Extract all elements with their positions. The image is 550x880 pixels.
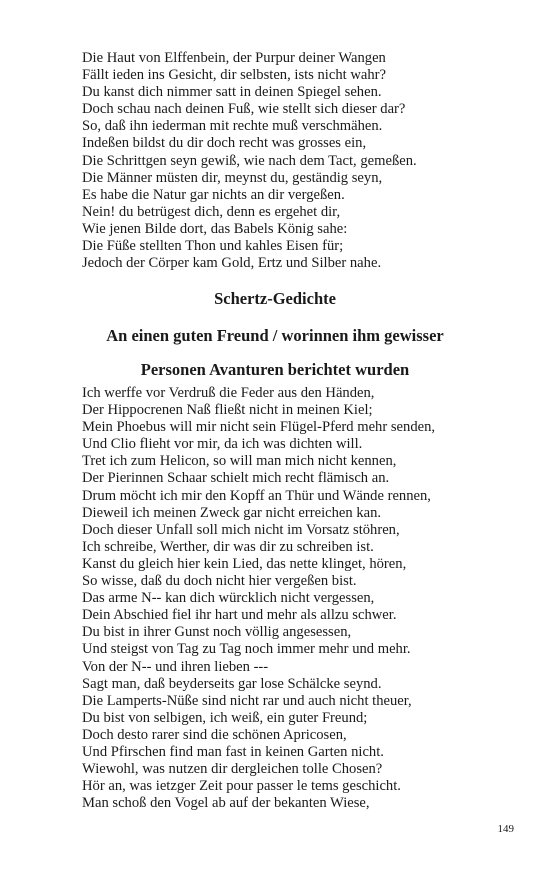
verse-line: So wisse, daß du doch nicht hier vergeßen bist.	[82, 573, 357, 590]
verse-line: Wie jenen Bilde dort, das Babels König sahe:	[82, 220, 348, 237]
verse-line: Dieweil ich meinen Zweck gar nicht erreichen kan.	[82, 504, 382, 521]
verse-line: Ich werffe vor Verdruß die Feder aus den Händen,	[82, 385, 375, 401]
verse-line: Dein Abschied fiel ihr hart und mehr als allzu schwer.	[82, 607, 397, 624]
verse-line: So, daß ihn iederman mit rechte muß verschmähen.	[82, 118, 383, 135]
verse-line: Die Haut von Elffenbein, der Purpur deiner Wangen	[82, 50, 386, 66]
poem-title-line-1: An einen guten Freund / worinnen ihm gewisser	[106, 326, 444, 345]
verse-line: Tret ich zum Helicon, so will man mich nicht kennen,	[82, 453, 397, 470]
verse-line: Du kanst dich nimmer satt in deinen Spiegel sehen.	[82, 84, 382, 101]
verse-line: Sagt man, daß beyderseits gar lose Schälcke seynd.	[82, 675, 382, 692]
poem-stanza-top	[82, 50, 522, 272]
verse-line: Mein Phoebus will mir nicht sein Flügel-Pferd mehr senden,	[82, 419, 436, 436]
verse-line: Wiewohl, was nutzen dir dergleichen tolle Chosen?	[82, 761, 383, 778]
verse-line: Indeßen bildst du dir doch recht was grosses ein,	[82, 135, 367, 152]
verse-line: Kanst du gleich hier kein Lied, das nette klinget, hören,	[82, 555, 407, 572]
verse-line: Und Clio flieht vor mir, da ich was dichten will.	[82, 436, 363, 453]
verse-line: Hör an, was ietzger Zeit pour passer le tems geschicht.	[82, 778, 401, 795]
page-number: 149	[497, 823, 514, 835]
verse-line: Von der N-- und ihren lieben ---	[82, 658, 269, 675]
poem-body	[82, 385, 522, 812]
verse-line: Drum möcht ich mir den Kopff an Thür und Wände rennen,	[82, 487, 431, 504]
verse-line: Du bist in ihrer Gunst noch völlig angesessen,	[82, 624, 352, 641]
verse-line: Doch dieser Unfall soll mich nicht im Vorsatz stöhren,	[82, 521, 400, 538]
verse-line: Die Füße stellten Thon und kahles Eisen für;	[82, 238, 344, 255]
verse-line: Die Lamperts-Nüße sind nicht rar und auch nicht theuer,	[82, 692, 412, 709]
verse-line: Man schoß den Vogel ab auf der bekanten Wiese,	[82, 795, 370, 812]
verse-line: Doch schau nach deinen Fuß, wie stellt sich dieser dar?	[82, 101, 406, 118]
verse-line: Ich schreibe, Werther, dir was dir zu schreiben ist.	[82, 538, 374, 555]
verse-line: Du bist von selbigen, ich weiß, ein guter Freund;	[82, 709, 368, 726]
verse-line: Die Schrittgen seyn gewiß, wie nach dem Tact, gemeßen.	[82, 152, 417, 169]
poem-title-line-2: Personen Avanturen berichtet wurden	[140, 360, 410, 379]
verse-line: Jedoch der Cörper kam Gold, Ertz und Silber nahe.	[82, 255, 382, 272]
verse-line: Es habe die Natur gar nichts an dir vergeßen.	[82, 186, 345, 203]
verse-line: Doch desto rarer sind die schönen Apricosen,	[82, 726, 347, 743]
verse-line: Fällt ieden ins Gesicht, dir selbsten, ists nicht wahr?	[82, 67, 386, 84]
verse-line: Nein! du betrügest dich, denn es ergehet dir,	[82, 203, 341, 220]
verse-line: Und steigst von Tag zu Tag noch immer mehr und mehr.	[82, 641, 411, 658]
verse-line: Und Pfirschen find man fast in keinen Garten nicht.	[82, 743, 384, 760]
section-title: Schertz-Gedichte	[214, 289, 336, 308]
verse-line: Der Pierinnen Schaar schielt mich recht flämisch an.	[82, 470, 390, 487]
verse-line: Die Männer müsten dir, meynst du, geständig seyn,	[82, 169, 383, 186]
verse-line: Das arme N-- kan dich würcklich nicht vergessen,	[82, 590, 375, 607]
verse-line: Der Hippocrenen Naß fließt nicht in meinen Kiel;	[82, 402, 373, 419]
